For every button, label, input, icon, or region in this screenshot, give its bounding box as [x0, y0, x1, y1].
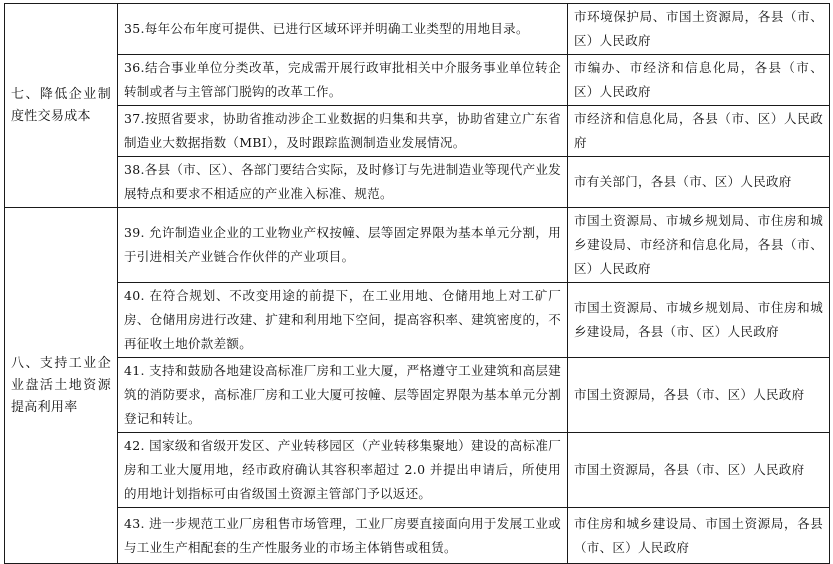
policy-table: [4, 3, 830, 564]
department-cell: 市有关部门，各县（市、区）人民政府: [568, 157, 830, 208]
department-cell: 市国土资源局，各县（市、区）人民政府: [568, 433, 830, 508]
table-row: [5, 283, 830, 358]
measure-cell: 40. 在符合规划、不改变用途的前提下，在工业用地、仓储用地上对工矿厂房、仓储用房进行改建、扩建和利用地下空间，提高容积率、建筑密度的，不再征收土地价款差额。: [118, 283, 568, 358]
measure-cell: 41. 支持和鼓励各地建设高标准厂房和工业大厦，严格遵守工业建筑和高层建筑的消防要求，高标准厂房和工业大厦可按幢、层等固定界限为基本单元分割登记和转让。: [118, 358, 568, 433]
department-cell: 市编办、市经济和信息化局，各县（市、区）人民政府: [568, 55, 830, 106]
department-cell: 市环境保护局、市国土资源局，各县（市、区）人民政府: [568, 4, 830, 55]
measure-cell: 38.各县（市、区）、各部门要结合实际，及时修订与先进制造业等现代产业发展特点和要求不相适应的产业准入标准、规范。: [118, 157, 568, 208]
measure-cell: 43. 进一步规范工业厂房租售市场管理，工业厂房要直接面向用于发展工业或与工业生产相配套的生产性服务业的市场主体销售或租赁。: [118, 508, 568, 564]
table-row: [5, 157, 830, 208]
category-cell: 七、降低企业制度性交易成本: [5, 4, 118, 208]
department-cell: 市国土资源局、市城乡规划局、市住房和城乡建设局、市经济和信息化局，各县（市、区）人民政府: [568, 208, 830, 283]
table-row: [5, 508, 830, 564]
table-row: [5, 358, 830, 433]
measure-cell: 42. 国家级和省级开发区、产业转移园区（产业转移集聚地）建设的高标准厂房和工业大厦用地，经市政府确认其容积率超过 2.0 并提出申请后，所使用的用地计划指标可由省级国土资源主管部门予以返还。: [118, 433, 568, 508]
department-cell: 市经济和信息化局，各县（市、区）人民政府: [568, 106, 830, 157]
department-cell: 市住房和城乡建设局、市国土资源局，各县（市、区）人民政府: [568, 508, 830, 564]
table-row: [5, 55, 830, 106]
table-row: [5, 433, 830, 508]
measure-cell: 35.每年公布年度可提供、已进行区域环评并明确工业类型的用地目录。: [118, 4, 568, 55]
table-row: [5, 4, 830, 55]
department-cell: 市国土资源局，各县（市、区）人民政府: [568, 358, 830, 433]
measure-cell: 36.结合事业单位分类改革，完成需开展行政审批相关中介服务事业单位转企转制或者与主管部门脱钩的改革工作。: [118, 55, 568, 106]
table-row: [5, 208, 830, 283]
measure-cell: 37.按照省要求，协助省推动涉企工业数据的归集和共享，协助省建立广东省制造业大数据指数（MBI），及时跟踪监测制造业发展情况。: [118, 106, 568, 157]
measure-cell: 39. 允许制造业企业的工业物业产权按幢、层等固定界限为基本单元分割，用于引进相关产业链合作伙伴的产业项目。: [118, 208, 568, 283]
category-cell: 八、支持工业企业盘活土地资源提高利用率: [5, 208, 118, 564]
table-row: [5, 106, 830, 157]
department-cell: 市国土资源局、市城乡规划局、市住房和城乡建设局，各县（市、区）人民政府: [568, 283, 830, 358]
